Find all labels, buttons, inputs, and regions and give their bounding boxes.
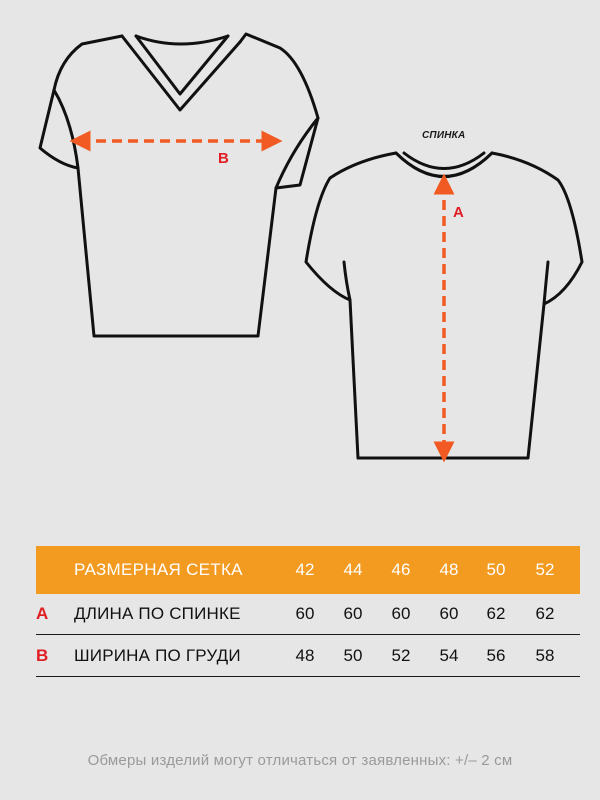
- table-cell: 56: [486, 646, 506, 665]
- front-right-armhole: [276, 118, 318, 188]
- size-header-cell: 44: [343, 560, 363, 579]
- table-row: [36, 594, 580, 635]
- row-label: ШИРИНА ПО ГРУДИ: [74, 646, 241, 665]
- table-cell: 62: [486, 604, 506, 623]
- row-key: A: [36, 604, 49, 623]
- size-header-cell: 42: [295, 560, 315, 579]
- size-header-cell: 48: [439, 560, 459, 579]
- size-header-cell: 52: [535, 560, 555, 579]
- table-cell: 60: [391, 604, 411, 623]
- front-neckline-outer: [122, 36, 240, 110]
- back-collar-inner: [404, 153, 484, 169]
- marker-b: B: [218, 150, 229, 167]
- table-cell: 60: [343, 604, 363, 623]
- size-header-cell: 46: [391, 560, 411, 579]
- size-table-header: [36, 546, 580, 594]
- table-cell: 58: [535, 646, 555, 665]
- table-cell: 52: [391, 646, 411, 665]
- front-left-armhole: [54, 90, 78, 168]
- table-row: [36, 636, 580, 677]
- row-label: ДЛИНА ПО СПИНКЕ: [74, 604, 241, 623]
- table-cell: 60: [439, 604, 459, 623]
- size-header-cell: 50: [486, 560, 506, 579]
- table-cell: 54: [439, 646, 459, 665]
- front-neckline-back: [136, 36, 228, 44]
- table-cell: 50: [343, 646, 363, 665]
- table-cell: 62: [535, 604, 555, 623]
- front-view: [40, 34, 318, 336]
- marker-a: A: [453, 204, 464, 221]
- measurement-tolerance-note: Обмеры изделий могут отличаться от заявленных: +/– 2 см: [87, 752, 513, 769]
- table-cell: 60: [295, 604, 315, 623]
- row-key: B: [36, 646, 49, 665]
- size-table-title: РАЗМЕРНАЯ СЕТКА: [74, 560, 243, 579]
- back-left-armhole: [344, 262, 350, 300]
- table-cell: 48: [295, 646, 315, 665]
- back-right-armhole: [544, 262, 548, 304]
- back-view-label: СПИНКА: [422, 130, 466, 141]
